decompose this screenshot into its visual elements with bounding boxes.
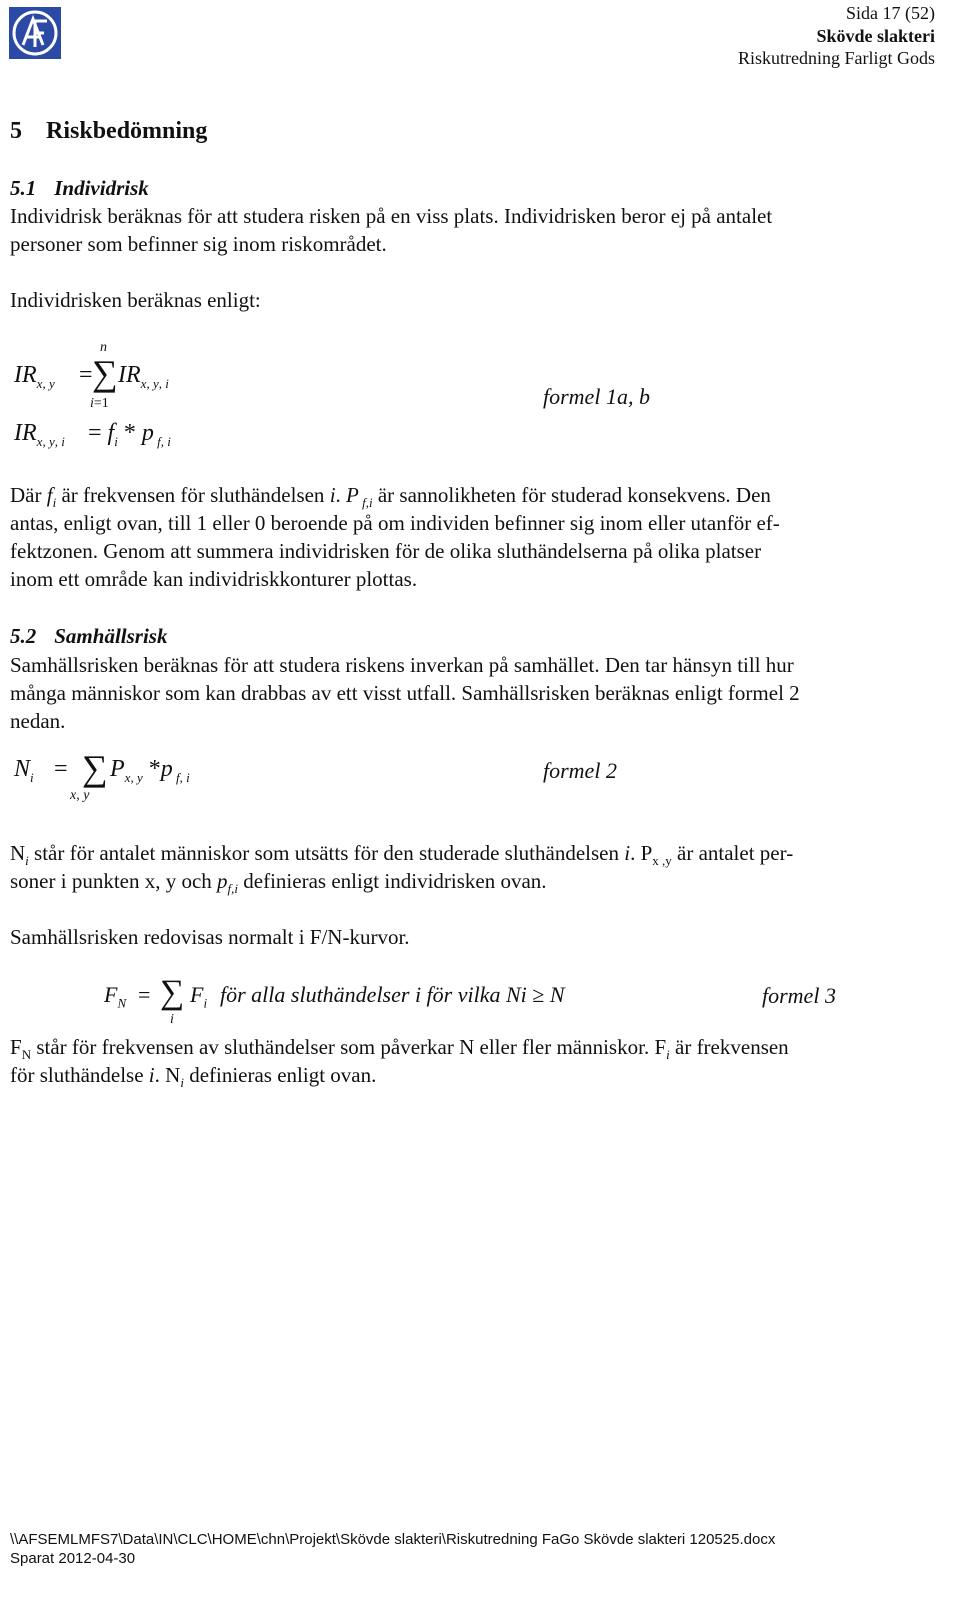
paragraph-line: Samhällsrisken redovisas normalt i F/N-kurvor. (10, 925, 410, 949)
header-company: Skövde slakteri (816, 26, 935, 46)
paragraph-line: Samhällsrisken beräknas för att studera riskens inverkan på samhället. Den tar hänsyn till hur (10, 653, 794, 677)
paragraph-line: soner i punkten x, y och $p_{f,i}$ definieras enligt individrisken ovan. (10, 869, 547, 897)
subsection-heading-5-2: 5.2 Samhällsrisk (10, 624, 168, 648)
paragraph-line: Individrisken beräknas enligt: (10, 288, 261, 312)
paragraph-line: Individrisk beräknas för att studera risken på en viss plats. Individrisken beror ej på antalet (10, 204, 773, 228)
paragraph-line: många människor som kan drabbas av ett visst utfall. Samhällsrisken beräknas enligt formel 2 (10, 681, 800, 705)
paragraph-line: personer som befinner sig inom riskområdet. (10, 232, 387, 256)
formula-1-label: formel 1a, b (543, 384, 650, 409)
paragraph-line: $F_N$ står för frekvensen av sluthändelser som påverkar N eller fler människor. $F_i$ är frekvensen (10, 1035, 789, 1063)
formula-1: $IR_{x,}$ $_y$ = n ∑ i=1 $IR_{x,}$ $_{y,}$ $_i$ $IR_{x,}$ $_{y,}$ $_i$ = $f_i$ * p $_{f,}$ $_i$ (14, 340, 171, 449)
paragraph-line: fektzonen. Genom att summera individrisken för de olika sluthändelserna på olika platser (10, 539, 762, 563)
paragraph-line: $N_i$ står för antalet människor som utsätts för den studerade sluthändelsen i. $P_{x ,y}$ är antalet per- (10, 841, 794, 869)
formula-3: $F_N$ = ∑ i $F_i$ för alla sluthändelser i för vilka Ni ≥ N (104, 974, 565, 1027)
formula-3-label: formel 3 (762, 983, 836, 1008)
paragraph-line: nedan. (10, 709, 66, 733)
paragraph-line: antas, enligt ovan, till 1 eller 0 beroende på om individen befinner sig inom eller utanför ef- (10, 511, 780, 535)
section-heading: 5 Riskbedömning (10, 118, 208, 144)
company-logo (9, 7, 61, 59)
footer-path: \\AFSEMLMFS7\Data\IN\CLC\HOME\chn\Projekt\Skövde slakteri\Riskutredning FaGo Skövde slakteri 120525.docx (10, 1531, 776, 1548)
paragraph-line: för sluthändelse i. $N_i$ definieras enligt ovan. (10, 1063, 377, 1091)
paragraph-line: inom ett område kan individriskkonturer plottas. (10, 567, 418, 591)
subsection-heading-5-1: 5.1 Individrisk (10, 176, 149, 200)
formula-2-label: formel 2 (543, 758, 617, 783)
page-number: Sida 17 (52) (846, 3, 935, 23)
paragraph-line: Där $f_i$ är frekvensen för sluthändelsen i. P $_{f,i}$ är sannolikheten för studerad konsekvens. Den (10, 483, 771, 511)
header-report: Riskutredning Farligt Gods (738, 48, 935, 68)
formula-2: $N_i$ = ∑ x, y $P_{x,}$ $_y$ *p $_{f,}$ $_i$ (14, 748, 190, 803)
footer-saved-date: Sparat 2012-04-30 (10, 1550, 136, 1567)
